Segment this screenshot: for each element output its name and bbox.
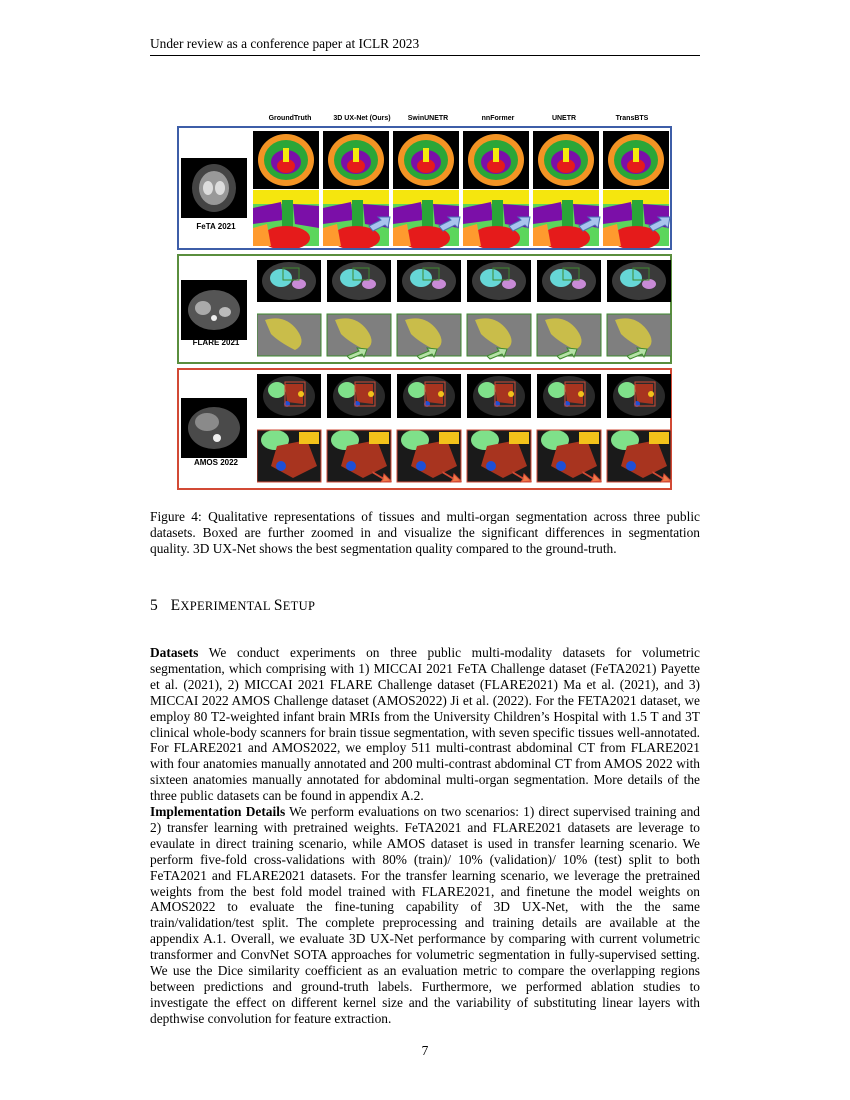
header-rule <box>150 55 700 56</box>
section-title-e: E <box>170 597 181 614</box>
figure-caption: Figure 4: Qualitative representations of tissues and multi-organ segmentation across three public datasets. Boxed are further zoomed in and visualize the significant differences in segmentation quality. 3D UX-Net shows the best segmentation quality compared to the ground-truth. <box>150 509 700 556</box>
datasets-paragraph <box>150 645 700 804</box>
col-header-groundtruth: GroundTruth <box>268 115 312 122</box>
feta-thumbnail <box>181 158 247 218</box>
feta-panel <box>177 126 672 250</box>
col-header-unetr: UNETR <box>551 115 577 122</box>
flare-label: FLARE 2021 <box>192 338 240 347</box>
page-number: 7 <box>421 1043 429 1058</box>
section-heading <box>150 597 315 615</box>
figure-4 <box>177 112 674 492</box>
implementation-lead: Implementation Details <box>150 804 286 819</box>
flare-panel <box>177 254 672 364</box>
feta-segmentation-grid <box>253 128 673 248</box>
flare-segmentation-grid <box>257 256 671 362</box>
implementation-paragraph <box>150 804 700 1027</box>
col-header-swinunetr: SwinUNETR <box>407 115 449 122</box>
col-header-nnformer: nnFormer <box>481 115 515 122</box>
flare-thumbnail <box>181 280 247 340</box>
datasets-lead: Datasets <box>150 645 199 660</box>
datasets-text: We conduct experiments on three public multi-modality datasets for volumetric segmentation, which comprising with 1) MICCAI 2021 FeTA Challenge dataset (FeTA2021) Payette et al. (2021), 2) MICCAI 2021 FLARE Challenge dataset (FLARE2021) Ma et al. (2021), and 3) MICCAI 2022 AMOS Challenge dataset (AMOS2022) Ji et al. (2022). For the FETA2021 dataset, we employ 80 T2-weighted infant brain MRIs from the University Children’s Hospital with 1.5 T and 3T clinical whole-body scanners for brain tissue segmentation, with seven specific tissues well-annotated. For FLARE2021 and AMOS2022, we employ 511 multi-contrast abdominal CT from FLARE2021 with four anatomies manually annotated and 200 multi-contrast abdominal CT from AMOS 2022 with sixteen anatomies manually annotated for abdominal multi-organ segmentation. More details of the three public datasets can be found in appendix A.2. <box>150 645 700 804</box>
col-header-3d-ux-net: 3D UX-Net (Ours) <box>333 115 391 122</box>
col-header-transbts: TransBTS <box>615 115 649 122</box>
amos-panel <box>177 368 672 490</box>
amos-label: AMOS 2022 <box>193 458 239 467</box>
section-title-rest1: XPERIMENTAL <box>180 599 274 613</box>
amos-segmentation-grid <box>257 370 671 488</box>
implementation-text: We perform evaluations on two scenarios: 1) direct supervised training and 2) transfer learning with pretrained weights. FeTA2021 and FLARE2021 datasets are leverage to evaulate in direct training scenario, while AMOS dataset is used in transfer learning scenario. We perform five-fold cross-validations with 80% (train)/ 10% (validation)/ 10% (test) split to both FeTA2021 and FLARE2021 datasets. For the transfer learning scenario, we leverage the pretrained weights from the best fold model trained with FLARE2021, and finetune the model weights on AMOS2022 to evaluate the fine-tuning capability of 3D UX-Net, with the the same train/validation/test split. The complete preprocessing and training details are available at the appendix A.1. Overall, we evaluate 3D UX-Net performance by comparing with current volumetric transformer and ConvNet SOTA approaches for volumetric segmentation in fully-supervised setting. We use the Dice similarity coefficient as an evaluation metric to compare the overlapping regions between predictions and ground-truth labels. Furthermore, we performed ablation studies to investigate the effect on different kernel size and the variability of substituting linear layers with depthwise convolution for feature extraction. <box>150 804 700 1026</box>
section-number: 5 <box>150 597 159 614</box>
feta-label: FeTA 2021 <box>196 222 236 231</box>
running-header: Under review as a conference paper at ICLR 2023 <box>150 36 420 51</box>
section-title-rest2: ETUP <box>282 599 316 613</box>
amos-thumbnail <box>181 398 247 458</box>
section-title-s: S <box>273 597 283 614</box>
